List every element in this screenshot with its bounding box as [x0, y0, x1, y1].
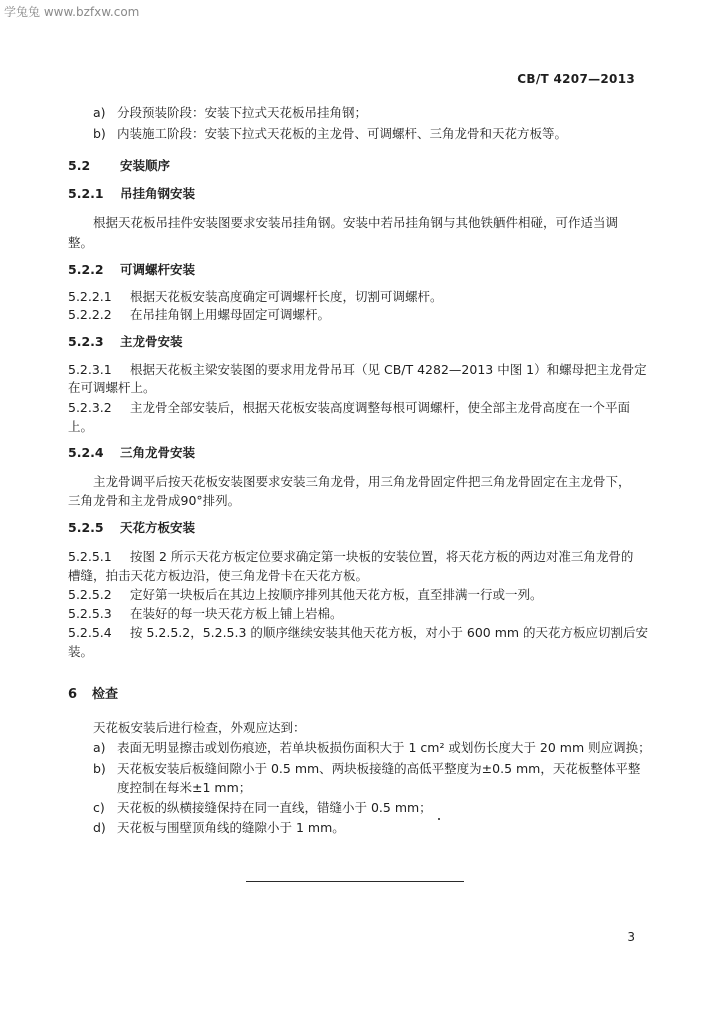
clause-5-2-2-2	[68, 305, 330, 323]
section-number: 6	[68, 687, 78, 702]
section-number: 5.2	[68, 158, 91, 173]
list-text: 表面无明显擦击或划伤痕迹，若单块板损伤面积大于 1 cm² 或划伤长度大于 20 mm 则应调换；	[117, 740, 651, 755]
list-continuation: 度控制在每米±1 mm；	[117, 780, 252, 795]
clause-number: 5.2.2.2	[68, 307, 112, 322]
end-divider	[246, 881, 464, 882]
clause-continuation: 装。	[68, 644, 94, 659]
check-item-a	[93, 738, 651, 756]
clause-number: 5.2.5.2	[68, 587, 112, 602]
list-item-a	[93, 103, 367, 121]
clause-5-2-5-4	[68, 623, 648, 641]
list-label: c)	[93, 800, 105, 815]
clause-continuation: 上。	[68, 419, 94, 434]
clause-text: 按 5.2.5.2，5.2.5.3 的顺序继续安装其他天花方板，对小于 600 mm 的天花方板应切割后安	[130, 625, 649, 640]
list-item-b	[93, 124, 567, 142]
section-heading-5-2-5	[68, 518, 195, 536]
clause-5-2-3-1	[68, 360, 647, 378]
list-label: a)	[93, 105, 106, 120]
clause-number: 5.2.5.3	[68, 606, 112, 621]
section-number: 5.2.3	[68, 334, 104, 349]
watermark: 学兔兔 www.bzfxw.com	[4, 5, 140, 19]
paragraph-line: 三角龙骨和主龙骨成90°排列。	[68, 493, 241, 508]
clause-text: 定好第一块板后在其边上按顺序排列其他天花方板，直至排满一行或一列。	[130, 587, 543, 602]
clause-number: 5.2.3.1	[68, 362, 112, 377]
list-text: 天花板的纵横接缝保持在同一直线，错缝小于 0.5 mm；	[117, 800, 432, 815]
section-number: 5.2.2	[68, 262, 104, 277]
clause-text: 在装好的每一块天花方板上铺上岩棉。	[130, 606, 343, 621]
paragraph-line: 主龙骨调平后按天花板安装图要求安装三角龙骨，用三角龙骨固定件把三角龙骨固定在主龙骨下，	[93, 474, 631, 489]
clause-continuation: 槽缝，拍击天花方板边沿，使三角龙骨卡在天花方板。	[68, 568, 369, 583]
section-title: 天花方板安装	[120, 520, 196, 535]
clause-5-2-2-1	[68, 287, 443, 305]
clause-5-2-3-2	[68, 398, 630, 416]
section-number: 5.2.1	[68, 186, 104, 201]
check-item-b	[93, 759, 640, 777]
page-number: 3	[627, 930, 635, 944]
paragraph-line: 天花板安装后进行检查，外观应达到：	[93, 720, 306, 735]
clause-text: 在吊挂角钢上用螺母固定可调螺杆。	[130, 307, 331, 322]
section-title: 吊挂角钢安装	[120, 186, 196, 201]
standard-number: CB/T 4207—2013	[517, 72, 635, 86]
clause-number: 5.2.3.2	[68, 400, 112, 415]
check-item-c	[93, 798, 432, 816]
section-heading-6	[68, 683, 118, 702]
section-title: 主龙骨安装	[120, 334, 183, 349]
scan-speck	[438, 818, 440, 820]
paragraph-line: 整。	[68, 235, 94, 250]
section-title: 三角龙骨安装	[120, 445, 196, 460]
section-title: 检查	[92, 687, 119, 702]
list-text: 天花板安装后板缝间隙小于 0.5 mm、两块板接缝的高低平整度为±0.5 mm，天花板整体平整	[117, 761, 641, 776]
section-title: 安装顺序	[120, 158, 171, 173]
list-text: 天花板与围壁顶角线的缝隙小于 1 mm。	[117, 820, 345, 835]
list-text: 分段预装阶段：安装下拉式天花板吊挂角钢；	[117, 105, 368, 120]
check-item-d	[93, 818, 345, 836]
list-label: b)	[93, 126, 106, 141]
list-label: a)	[93, 740, 106, 755]
section-heading-5-2-2	[68, 260, 195, 278]
clause-number: 5.2.5.4	[68, 625, 112, 640]
clause-text: 根据天花板安装高度确定可调螺杆长度，切割可调螺杆。	[130, 289, 443, 304]
clause-continuation: 在可调螺杆上。	[68, 380, 156, 395]
clause-text: 根据天花板主梁安装图的要求用龙骨吊耳（见 CB/T 4282—2013 中图 1）和螺母把主龙骨定	[130, 362, 647, 377]
section-number: 5.2.5	[68, 520, 104, 535]
clause-number: 5.2.5.1	[68, 549, 112, 564]
paragraph-line: 根据天花板吊挂件安装图要求安装吊挂角钢。安装中若吊挂角钢与其他铁舾件相碰，可作适当调	[93, 215, 619, 230]
section-heading-5-2-4	[68, 443, 195, 461]
list-label: b)	[93, 761, 106, 776]
clause-5-2-5-3	[68, 604, 343, 622]
clause-5-2-5-1	[68, 547, 633, 565]
section-heading-5-2-1	[68, 184, 195, 202]
clause-5-2-5-2	[68, 585, 543, 603]
section-number: 5.2.4	[68, 445, 104, 460]
section-title: 可调螺杆安装	[120, 262, 196, 277]
list-label: d)	[93, 820, 106, 835]
section-heading-5-2	[68, 156, 170, 174]
clause-text: 按图 2 所示天花方板定位要求确定第一块板的安装位置，将天花方板的两边对准三角龙骨的	[130, 549, 634, 564]
list-text: 内装施工阶段：安装下拉式天花板的主龙骨、可调螺杆、三角龙骨和天花方板等。	[117, 126, 568, 141]
section-heading-5-2-3	[68, 332, 183, 350]
clause-number: 5.2.2.1	[68, 289, 112, 304]
clause-text: 主龙骨全部安装后，根据天花板安装高度调整每根可调螺杆，使全部主龙骨高度在一个平面	[130, 400, 631, 415]
